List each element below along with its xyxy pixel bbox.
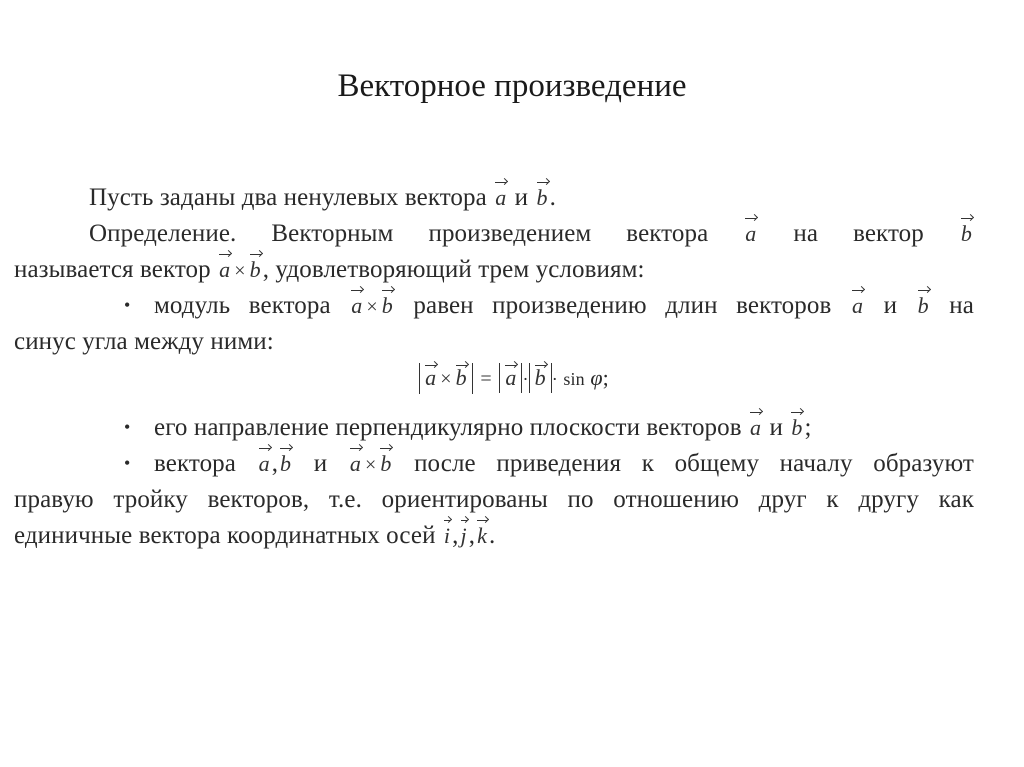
conjunction: и bbox=[313, 450, 328, 477]
vector-i: i bbox=[442, 518, 452, 554]
vector-a: a bbox=[493, 180, 508, 216]
text-rest: после приведения к общему началу образуют bbox=[414, 450, 974, 477]
cross-sign: × bbox=[234, 260, 246, 282]
abs-cross-product bbox=[419, 363, 473, 394]
line-sine bbox=[14, 324, 974, 360]
formula bbox=[14, 360, 974, 396]
slide-title: Векторное произведение bbox=[337, 68, 687, 104]
vector-j: j bbox=[459, 518, 469, 554]
text: правую тройку векторов, т.е. ориентированы по отношению друг к другу как bbox=[14, 486, 974, 513]
word-on: на bbox=[793, 220, 819, 247]
phi-symbol: φ bbox=[590, 365, 603, 390]
vector-b: b bbox=[916, 288, 931, 324]
vector-b: b bbox=[454, 363, 469, 393]
comma: , bbox=[271, 450, 279, 477]
list-item-modulus bbox=[14, 288, 974, 324]
vector-b: b bbox=[533, 363, 548, 393]
conjunction: и bbox=[514, 184, 529, 211]
sin-function: sin bbox=[563, 369, 585, 389]
word-vector: вектор bbox=[853, 220, 924, 247]
vector-a: a bbox=[423, 363, 438, 393]
vector-b: b bbox=[959, 216, 974, 252]
text: Определение. Векторным произведением вектора bbox=[89, 220, 709, 247]
vector-b: b bbox=[789, 410, 804, 446]
list-item-direction bbox=[14, 410, 974, 446]
text: вектора bbox=[154, 450, 236, 477]
vector-b: b bbox=[535, 180, 550, 216]
period: . bbox=[488, 522, 496, 549]
line-given-vectors bbox=[14, 180, 974, 216]
vector-a: a bbox=[217, 252, 232, 288]
line-unit-vectors bbox=[14, 518, 974, 554]
text-mid: равен произведению длин векторов bbox=[413, 292, 832, 319]
conjunction: и bbox=[769, 414, 783, 441]
cross-sign: × bbox=[366, 296, 378, 318]
vector-b: b bbox=[278, 446, 293, 482]
line-right-triple bbox=[14, 482, 974, 518]
bullet-icon: • bbox=[124, 453, 131, 474]
word-on: на bbox=[949, 292, 974, 319]
vector-a: a bbox=[257, 446, 272, 482]
text: Пусть заданы два ненулевых вектора bbox=[89, 184, 487, 211]
bullet-icon: • bbox=[124, 295, 131, 316]
bullet-icon: • bbox=[124, 417, 131, 438]
vector-a: a bbox=[850, 288, 865, 324]
vector-a: a bbox=[349, 288, 364, 324]
vector-a: a bbox=[748, 410, 763, 446]
line-definition bbox=[14, 216, 974, 252]
line-called-vector bbox=[14, 252, 974, 288]
text: синус угла между ними: bbox=[14, 328, 274, 355]
text: называется вектор bbox=[14, 256, 211, 283]
text-rest: , удовлетворяющий трем условиям: bbox=[262, 256, 645, 283]
abs-b bbox=[529, 363, 552, 393]
conjunction: и bbox=[883, 292, 898, 319]
period: . bbox=[549, 184, 556, 211]
equals-sign: = bbox=[480, 368, 492, 390]
vector-k: k bbox=[475, 518, 489, 554]
cross-sign: × bbox=[364, 454, 377, 476]
list-item-orientation bbox=[14, 446, 974, 482]
vector-a: a bbox=[348, 446, 363, 482]
dot-sign: · bbox=[522, 369, 529, 389]
text: модуль вектора bbox=[154, 292, 331, 319]
comma: , bbox=[468, 522, 476, 549]
vector-a: a bbox=[503, 363, 518, 393]
vector-b: b bbox=[248, 252, 263, 288]
text: его направление перпендикулярно плоскости векторов bbox=[154, 414, 742, 441]
comma: , bbox=[452, 522, 459, 549]
vector-b: b bbox=[380, 288, 395, 324]
semicolon: ; bbox=[804, 414, 812, 441]
cross-sign: × bbox=[440, 368, 452, 390]
dot-sign: · bbox=[551, 369, 558, 389]
semicolon: ; bbox=[602, 365, 609, 390]
vector-a: a bbox=[743, 216, 758, 252]
document-body bbox=[14, 180, 974, 554]
abs-a bbox=[499, 363, 522, 393]
text: единичные вектора координатных осей bbox=[14, 522, 436, 549]
vector-b: b bbox=[378, 446, 393, 482]
